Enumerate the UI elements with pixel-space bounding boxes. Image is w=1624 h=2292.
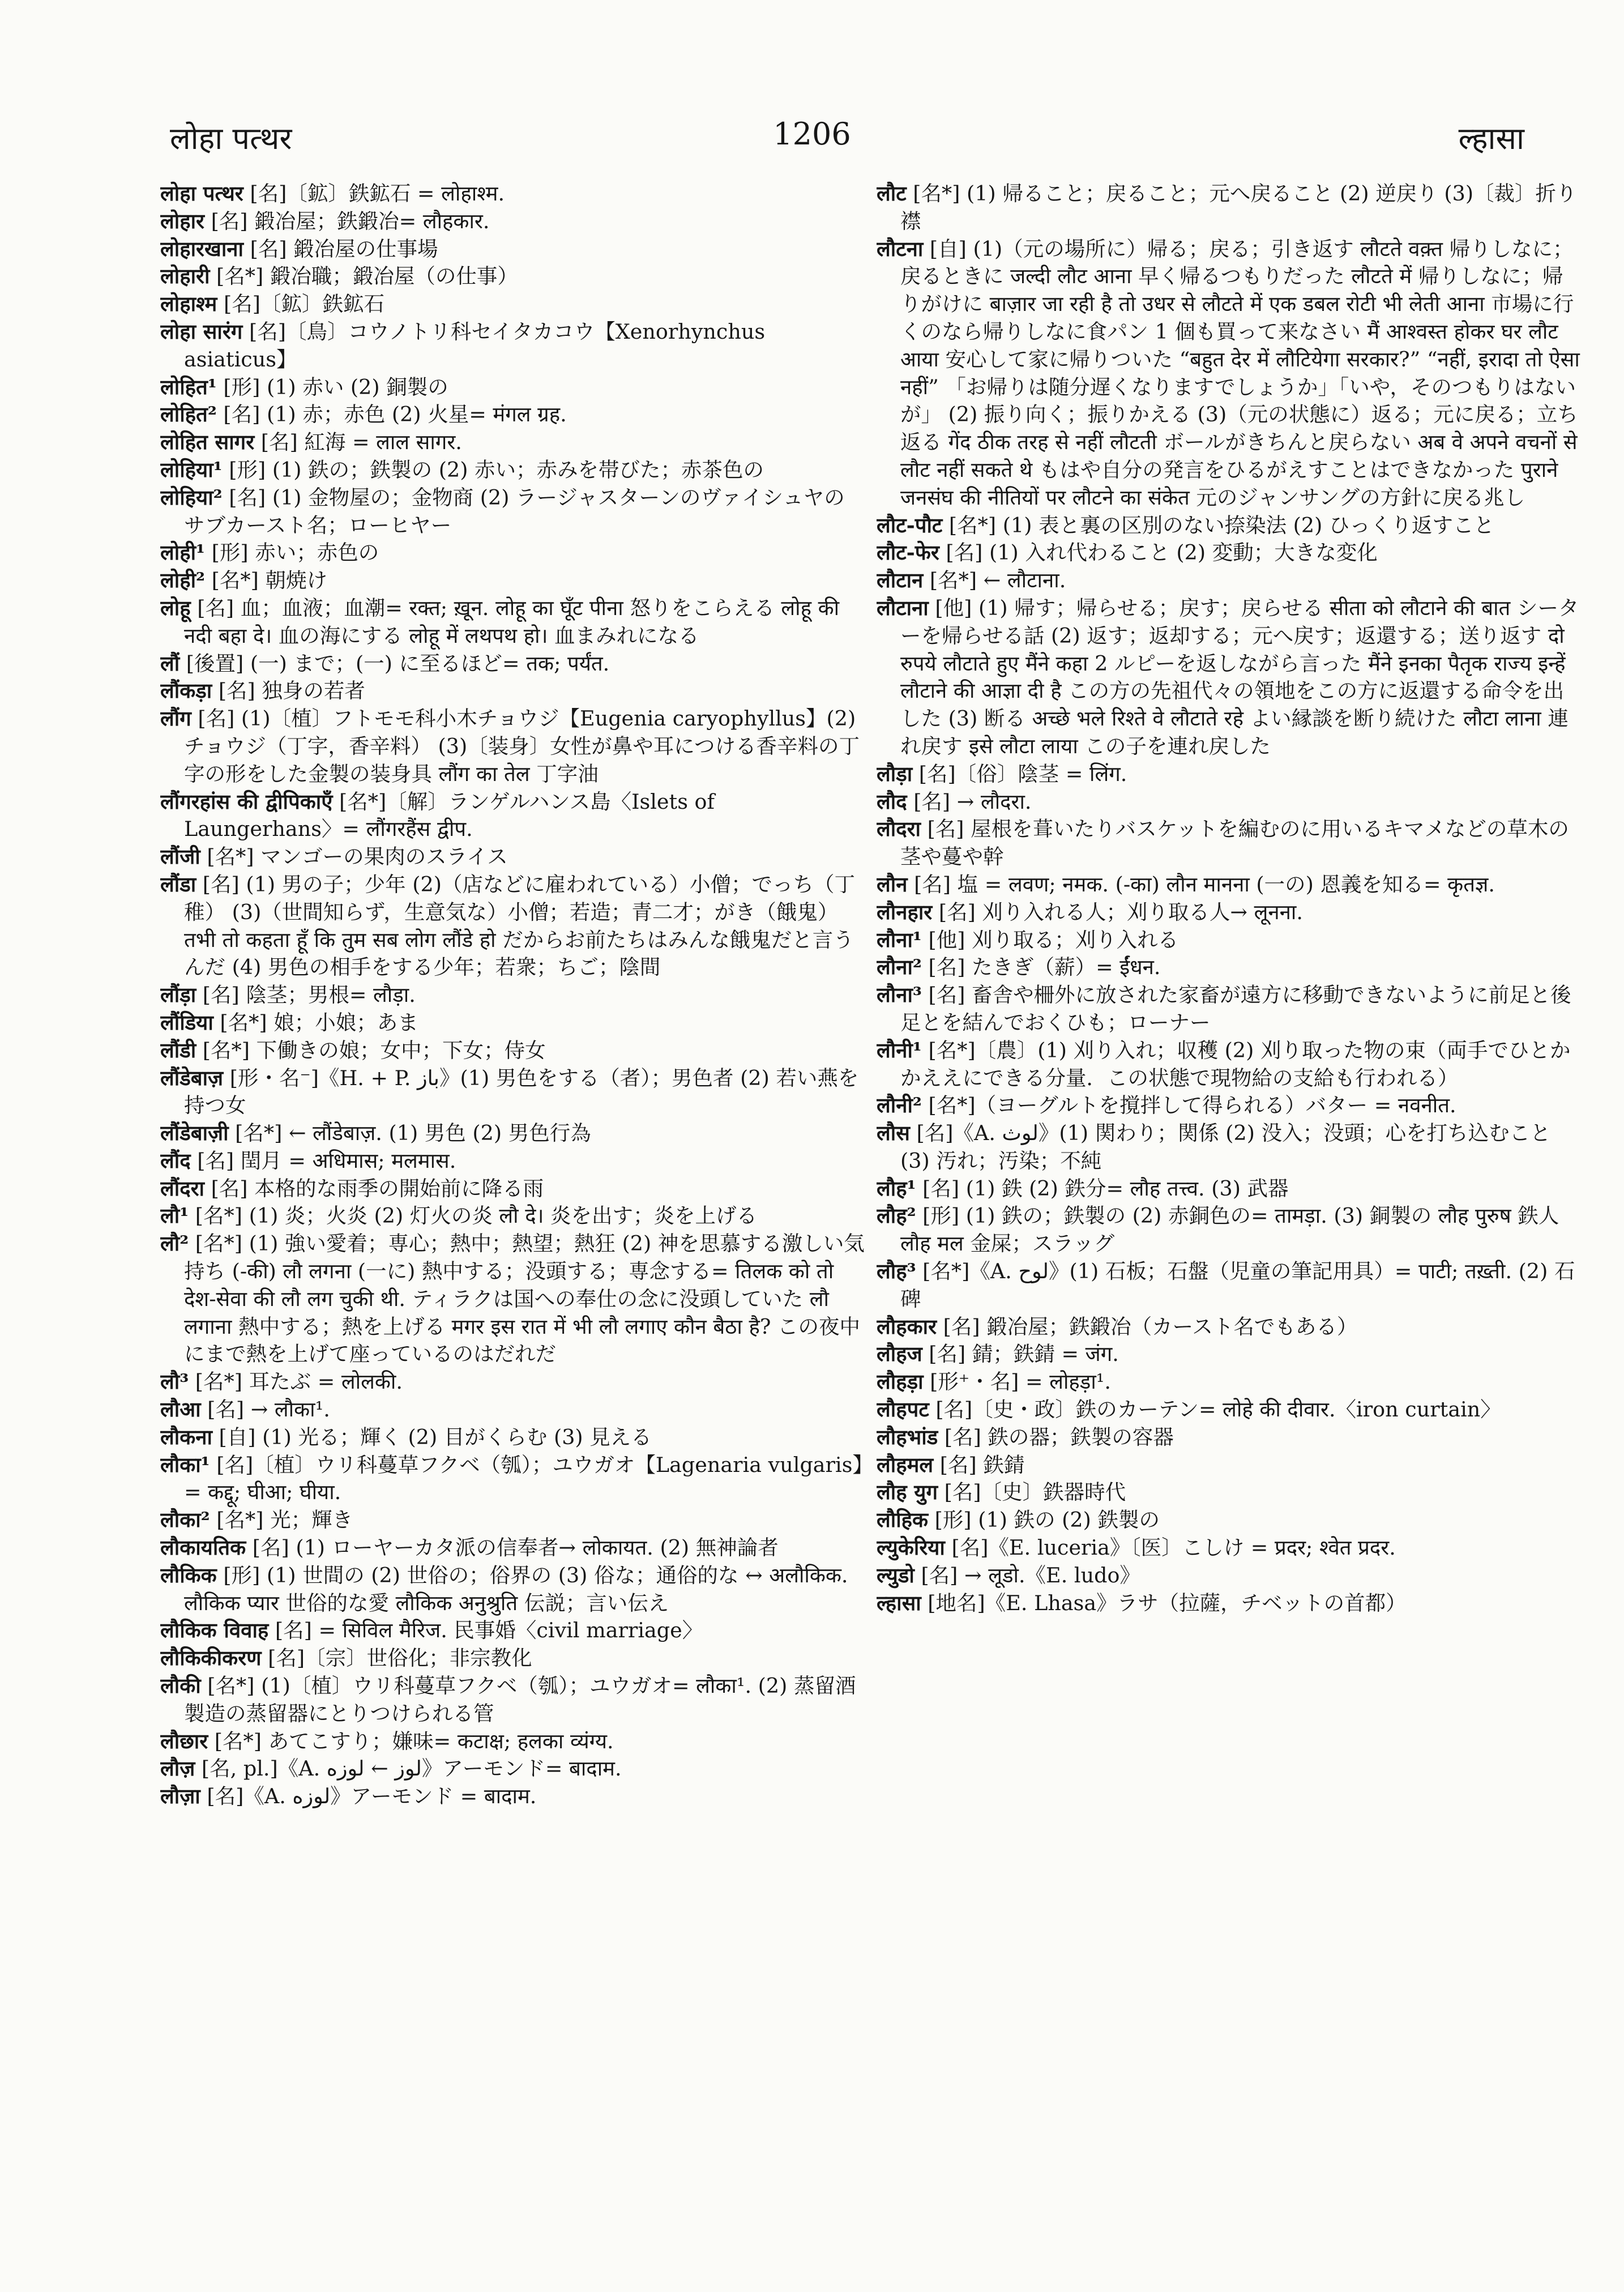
dictionary-entry	[877, 1175, 1582, 1203]
headword: लौटना	[877, 236, 924, 261]
dictionary-entry	[160, 1396, 865, 1424]
definition: [形] (1) 鉄の；鉄製の (2) 赤銅色の= तामड़ा. (3) 銅製の लौह पुरुष 鉄人 लौह मल 金屎；スラッグ	[900, 1203, 1559, 1256]
headword: लौन	[877, 872, 908, 897]
dictionary-entry	[160, 318, 865, 374]
dictionary-entry	[877, 927, 1582, 954]
dictionary-entry	[877, 1120, 1582, 1175]
dictionary-entry	[160, 1230, 865, 1368]
headword: लौहमल	[877, 1452, 934, 1477]
headword: लौंकड़ा	[160, 678, 212, 703]
definition: [他] 刈り取る；刈り入れる	[921, 927, 1179, 952]
definition: [名*]《A. لوح》(1) 石板；石盤（児童の筆記用具）= पाटी; तख़्ती. (2) 石碑	[900, 1259, 1575, 1311]
headword: लौंडिया	[160, 1010, 213, 1035]
headword: लोही²	[160, 568, 206, 593]
headword: लोहित²	[160, 402, 217, 427]
dictionary-entry	[877, 180, 1582, 236]
headword: लौकिक विवाह	[160, 1618, 269, 1643]
definition: [名*] 耳たぶ = लोलकी.	[189, 1369, 403, 1394]
definition: [名*] 娘；小娘；あま	[213, 1010, 418, 1035]
headword: लौंग	[160, 706, 191, 731]
headword: लौट-पौट	[877, 513, 943, 537]
dictionary-entry	[877, 1562, 1582, 1590]
headword: लोहा पत्थर	[160, 181, 243, 206]
definition: [名] 塩 = लवण; नमक. (-का) लौन मानना (一の) 恩義を知る= कृतज्ञ.	[907, 872, 1495, 897]
headword: लौं	[160, 651, 180, 676]
dictionary-entry	[160, 1755, 865, 1783]
definition: [名] (1) 金物屋の；金物商 (2) ラージャスターンのヴァイシュヤのサブカースト名；ローヒヤー	[184, 485, 845, 537]
definition: [後置] (一) まで；(一) に至るほど= तक; पर्यंत.	[180, 651, 610, 676]
definition: [地名]《E. Lhasa》ラサ（拉薩，チベットの首都）	[921, 1590, 1407, 1615]
definition: [名*] ← लौंडेबाज़. (1) 男色 (2) 男色行為	[228, 1121, 591, 1146]
headword: लोही¹	[160, 540, 206, 565]
definition: [名]《A. لوث》(1) 関わり；関係 (2) 没入；没頭；心を打ち込むこと (3) 汚れ；汚染；不純	[900, 1121, 1551, 1173]
definition: [名*] (1) 炎；火炎 (2) 灯火の炎 लौ दे। 炎を出す；炎を上げる	[189, 1203, 758, 1228]
dictionary-entry	[877, 788, 1582, 816]
dictionary-entry	[877, 512, 1582, 540]
dictionary-entry	[160, 1617, 865, 1645]
definition: [名] 陰茎；男根= लौड़ा.	[196, 983, 416, 1008]
dictionary-entry	[877, 1424, 1582, 1452]
definition: [名] 屋根を葺いたりバスケットを編むのに用いるキマメなどの草木の茎や蔓や幹	[900, 817, 1569, 869]
definition: [名*] (1)〔植〕ウリ科蔓草フクベ（瓠）；ユウガオ= लौका¹. (2) 蒸留酒製造の蒸留器にとりつけられる管	[184, 1674, 856, 1726]
dictionary-entry	[877, 1341, 1582, 1368]
definition: [名*] (1) 帰ること；戻ること；元へ戻ること (2) 逆戻り (3)〔裁〕折り襟	[900, 181, 1577, 233]
dictionary-entry	[877, 1479, 1582, 1506]
dictionary-entry	[160, 1534, 865, 1562]
definition: [他] (1) 帰す；帰らせる；戻す；戻らせる सीता को लौटाने की बात シーターを帰らせる話 (2) 返す；返却する；元へ戻す；返還する；送り返す दो रुपये लौटाते हुए मैंने कहा 2 ルピーを返しながら言った मैंने इनका पैतृक राज्य इन्हें लौटाने की आज्ञा दी है この方の先祖代々の領地をこの方に返還する命令を出した (3) 断る अच्छे भले रिश्ते वे लौटाते रहे よい縁談を断り続けた लौटा लाना 連れ戻す इसे लौटा लाया この子を連れ戻した	[900, 595, 1579, 758]
dictionary-entry	[160, 843, 865, 871]
headword: लौह²	[877, 1203, 916, 1228]
definition: [名*]〔解〕ランゲルハンス島〈Islets of Laungerhans〉= लौंगरहैंस द्वीप.	[184, 789, 715, 842]
definition: [名*] 鍛冶職；鍛冶屋（の仕事）	[210, 264, 518, 289]
headword: लौटान	[877, 568, 924, 593]
dictionary-entry	[160, 1368, 865, 1396]
headword: लौह³	[877, 1259, 916, 1284]
definition: [名*] 光；輝き	[210, 1508, 353, 1533]
dictionary-entry	[160, 1506, 865, 1534]
definition: [名]〔史〕鉄器時代	[938, 1480, 1126, 1505]
headword: लौंडेबाज़ी	[160, 1121, 229, 1146]
headword: लोहा सारंग	[160, 319, 243, 344]
headword: लौहपट	[877, 1397, 929, 1422]
headword: लौ¹	[160, 1203, 189, 1228]
dictionary-entry	[160, 1065, 865, 1120]
dictionary-entry	[160, 1037, 865, 1065]
dictionary-entry	[877, 761, 1582, 788]
headword: लौज़	[160, 1756, 195, 1781]
dictionary-entry	[160, 429, 865, 456]
dictionary-entry	[877, 1202, 1582, 1258]
definition: [名]《A. لوزه》アーモンド = बादाम.	[200, 1784, 537, 1809]
definition: [名*]（ヨーグルトを撹拌して得られる）バター = नवनीत.	[921, 1093, 1456, 1118]
headword: लौंगरहांस की द्वीपिकाएँ	[160, 789, 333, 814]
headword: लौह¹	[877, 1176, 916, 1201]
dictionary-entry	[877, 954, 1582, 981]
definition: [名] (1)〔植〕フトモモ科小木チョウジ【Eugenia caryophyllus】(2) チョウジ（丁字，香辛料） (3)〔装身〕女性が鼻や耳につける香辛料の丁字の形をした金製の装身具 लौंग का तेल 丁字油	[184, 706, 860, 786]
headword: लौना³	[877, 983, 922, 1008]
definition: [名*] 朝焼け	[205, 568, 327, 593]
dictionary-entry	[877, 1037, 1582, 1092]
definition: [名] → लूडो.《E. ludo》	[914, 1563, 1140, 1587]
dictionary-entry	[160, 374, 865, 402]
dictionary-entry	[877, 595, 1582, 761]
right-column	[877, 180, 1582, 2276]
definition: [名] 鍛冶屋；鉄鍛冶（カースト名でもある）	[937, 1314, 1358, 1339]
headword: लौट	[877, 181, 907, 206]
dictionary-entry	[160, 788, 865, 844]
definition: [名]〔鉱〕鉄鉱石 = लोहाश्म.	[243, 181, 505, 206]
definition: [名] たきぎ（薪）= ईंधन.	[921, 955, 1161, 980]
headword: लौंदरा	[160, 1176, 204, 1201]
definition: [名] 閏月 = अधिमास; मलमास.	[190, 1148, 456, 1173]
headword: लौंडा	[160, 872, 196, 897]
dictionary-entry	[160, 705, 865, 788]
dictionary-entry	[160, 1009, 865, 1037]
dictionary-entry	[877, 567, 1582, 595]
headword: लौंडेबाज़	[160, 1065, 224, 1090]
headword: लौहकार	[877, 1314, 937, 1339]
definition: [形] (1) 赤い (2) 銅製の	[216, 374, 448, 399]
headword: लौ³	[160, 1369, 189, 1394]
definition: [名] 鉄錆	[933, 1452, 1025, 1477]
dictionary-entry	[877, 899, 1582, 927]
headword: लौटाना	[877, 595, 929, 620]
headword: लौकी	[160, 1674, 201, 1698]
headword: लौह युग	[877, 1480, 938, 1505]
dictionary-entry	[160, 871, 865, 981]
dictionary-entry	[877, 539, 1582, 567]
dictionary-entry	[877, 1590, 1582, 1617]
headword: लौट-फेर	[877, 540, 939, 565]
definition: [名*] マンゴーの果肉のスライス	[200, 844, 508, 869]
dictionary-entry	[160, 1202, 865, 1230]
definition: [名*] ← लौटाना.	[923, 568, 1066, 593]
headword: लोहित¹	[160, 374, 217, 399]
definition: [形] (1) 世間の (2) 世俗の；俗界の (3) 俗な；通俗的な ↔ अलौकिक. लौकिक प्यार 世俗的な愛 लौकिक अनुश्रुति 伝説；言い伝え	[184, 1563, 848, 1615]
headword: लौका²	[160, 1508, 210, 1533]
definition: [名]〔鉱〕鉄鉱石	[217, 292, 384, 317]
headword: लोहू	[160, 595, 191, 620]
definition: [名] (1) 入れ代わること (2) 変動；大きな変化	[939, 540, 1378, 565]
dictionary-entry	[877, 871, 1582, 899]
dictionary-entry	[160, 1672, 865, 1728]
dictionary-entry	[160, 650, 865, 678]
definition: [名*] (1) 強い愛着；専心；熱中；熱望；熱狂 (2) 神を思慕する激しい気持ち (-की) लौ लगना (一に) 熱中する；没頭する；専念する= तिलक को तो देश-सेवा की लौ लग चुकी थी. ティラクは国への奉仕の念に没頭していた लौ लगाना 熱中する；熱を上げる मगर इस रात में भी लौ लगाए कौन बैठा है? この夜中にまで熱を上げて座っているのはだれだ	[184, 1231, 865, 1367]
definition: [名] (1) 男の子；少年 (2)（店などに雇われている）小僧；でっち（丁稚） (3)（世間知らず，生意気な）小僧；若造；青二才；がき（餓鬼） तभी तो कहता हूँ कि तुम सब लोग लौंडे हो だからお前たちはみんな餓鬼だと言うんだ (4) 男色の相手をする少年；若衆；ちご；陰間	[184, 872, 855, 980]
headword: लौज़ा	[160, 1784, 200, 1809]
definition: [名] → लौका¹.	[200, 1397, 330, 1422]
headword: ल्युकेरिया	[877, 1535, 945, 1560]
definition: [名, pl.]《A. لوز ← لوزه》アーモンド= बादाम.	[195, 1756, 622, 1781]
dictionary-entry	[160, 1645, 865, 1672]
headword: लौहिक	[877, 1508, 929, 1533]
definition: [名] 鍛冶屋；鉄鍛冶= लौहकार.	[204, 208, 490, 233]
dictionary-entry	[877, 1506, 1582, 1534]
dictionary-entry	[877, 1452, 1582, 1479]
dictionary-entry	[160, 567, 865, 595]
definition: [名]〔鳥〕コウノトリ科セイタカコウ【Xenorhynchus asiaticus】	[184, 319, 766, 372]
dictionary-entry	[160, 1562, 865, 1617]
definition: [形・名⁻]《H. + P. باز》(1) 男色をする（者）；男色者 (2) 若い燕を持つ女	[184, 1065, 859, 1118]
headword: ल्युडो	[877, 1563, 914, 1587]
headword: लौना²	[877, 955, 922, 980]
left-column	[160, 180, 865, 2276]
definition: [名]〔俗〕陰茎 = लिंग.	[912, 761, 1127, 786]
dictionary-entry	[160, 1120, 865, 1147]
definition: [名] 独身の若者	[212, 678, 365, 703]
headword: लोहारखाना	[160, 236, 243, 261]
dictionary-entry	[877, 1368, 1582, 1396]
definition: [名] (1) ローヤーカタ派の信奉者→ लोकायत. (2) 無神論者	[246, 1535, 779, 1560]
definition: [名] (1) 赤；赤色 (2) 火星= मंगल ग्रह.	[216, 402, 567, 427]
definition: [名*]〔農〕(1) 刈り入れ；収穫 (2) 刈り取った物の束（両手でひとかかええにできる分量．この状態で現物給の支給も行われる）	[900, 1038, 1571, 1090]
definition: [形⁺・名] = लोहड़ा¹.	[923, 1369, 1112, 1394]
dictionary-entry	[160, 1452, 865, 1507]
definition: [名]〔史・政〕鉄のカーテン= लोहे की दीवार.〈iron curtain〉	[929, 1397, 1501, 1422]
headword: लोहार	[160, 208, 204, 233]
headword: लौछार	[160, 1728, 208, 1753]
headword: लौका¹	[160, 1452, 210, 1477]
dictionary-entry	[877, 816, 1582, 871]
definition: [名] 紅海 = लाल सागर.	[254, 430, 462, 455]
definition: [名*] (1) 表と裏の区別のない捺染法 (2) ひっくり返すこと	[942, 513, 1494, 537]
definition: [名] 鍛冶屋の仕事場	[243, 236, 438, 261]
dictionary-entry	[160, 1147, 865, 1175]
definition: [名]《E. luceria》〔医〕こしけ = प्रदर; श्वेत प्रदर.	[945, 1535, 1396, 1560]
headword: लौहड़ा	[877, 1369, 924, 1394]
definition: [形] 赤い；赤色の	[205, 540, 379, 565]
headword: लौहभांड	[877, 1424, 938, 1449]
headword: लौड़ा	[877, 761, 913, 786]
headword: लौदरा	[877, 817, 921, 842]
headword: ल्हासा	[877, 1590, 921, 1615]
headword: लौहज	[877, 1342, 922, 1367]
headword: लोहाश्म	[160, 292, 217, 317]
running-head-right: ल्हासा	[1458, 121, 1524, 156]
dictionary-entry	[160, 595, 865, 650]
dictionary-entry	[160, 180, 865, 208]
dictionary-entry	[877, 981, 1582, 1037]
headword: लोहारी	[160, 264, 210, 289]
dictionary-entry	[160, 208, 865, 236]
definition: [名] 本格的な雨季の開始前に降る雨	[204, 1176, 544, 1201]
dictionary-entry	[877, 1396, 1582, 1424]
dictionary-entry	[877, 1534, 1582, 1562]
dictionary-entry	[160, 291, 865, 318]
headword: लौनहार	[877, 899, 933, 924]
dictionary-entry	[160, 484, 865, 540]
definition: [形] (1) 鉄の；鉄製の (2) 赤い；赤みを帯びた；赤茶色の	[222, 457, 764, 482]
headword: लौकना	[160, 1424, 212, 1449]
headword: लौंडी	[160, 1038, 196, 1062]
dictionary-entry	[160, 1175, 865, 1203]
headword: लौना¹	[877, 927, 922, 952]
headword: लौंजी	[160, 844, 200, 869]
headword: लोहिया²	[160, 485, 223, 510]
dictionary-entry	[877, 1258, 1582, 1313]
headword: लौकिकीकरण	[160, 1646, 262, 1671]
headword: लौनी¹	[877, 1038, 922, 1062]
running-head-left: लोहा पत्थर	[170, 121, 292, 156]
definition: [名]〔宗〕世俗化；非宗教化	[261, 1646, 532, 1671]
headword: लौद	[877, 789, 907, 814]
definition: [名] → लौदरा.	[907, 789, 1032, 814]
definition: [名*] 下働きの娘；女中；下女；侍女	[196, 1038, 546, 1062]
headword: लौआ	[160, 1397, 201, 1422]
headword: लोहित सागर	[160, 430, 255, 455]
dictionary-entry	[160, 1728, 865, 1756]
headword: लौस	[877, 1121, 910, 1146]
page-header	[0, 116, 1624, 170]
headword: लौंद	[160, 1148, 191, 1173]
dictionary-entry	[160, 981, 865, 1009]
definition: [名] 血；血液；血潮= रक्त; ख़ून. लोहू का घूँट पीना 怒りをこらえる लोहू की नदी बहा दे। 血の海にする लोहू में लथपथ हो। 血まみれになる	[184, 595, 840, 648]
dictionary-entry	[160, 236, 865, 263]
definition: [名] 刈り入れる人；刈り取る人→ लूनना.	[932, 899, 1303, 924]
definition: [名] 錆；鉄錆 = जंग.	[922, 1342, 1119, 1367]
dictionary-entry	[877, 1092, 1582, 1120]
dictionary-entry	[160, 1424, 865, 1452]
definition: [自] (1)（元の場所に）帰る；戻る；引き返す लौटते वक़्त 帰りしなに；戻るときに जल्दी लौट आना 早く帰るつもりだった लौटते में 帰りしなに；帰りがけに बाज़ार जा रही है तो उधर से लौटते में एक डबल रोटी भी लेती आना 市場に行くのなら帰りしなに食パン 1 個も買って来なさい मैं आश्वस्त होकर घर लौट आया 安心して家に帰りついた “बहुत देर में लौटियेगा सरकार?” “नहीं, इरादा तो ऐसा नहीं” 「お帰りは随分遅くなりますでしょうか」「いや，そのつもりはないが」 (2) 振り向く；振りかえる (3)（元の状態に）返る；元に戻る；立ち返る गेंद ठीक तरह से नहीं लौटती ボールがきちんと戻らない अब वे अपने वचनों से लौट नहीं सकते थे もはや自分の発言をひるがえすことはできなかった पुराने जनसंघ की नीतियों पर लौटने का संकेत 元のジャンサングの方針に戻る兆し	[900, 236, 1580, 510]
dictionary-entry	[160, 456, 865, 484]
definition: [名*] あてこすり；嫌味= कटाक्ष; हलका व्यंग्य.	[208, 1728, 614, 1753]
dictionary-entry	[877, 1313, 1582, 1341]
headword: लौ²	[160, 1231, 189, 1256]
headword: लौनी²	[877, 1093, 922, 1118]
dictionary-entry	[160, 539, 865, 567]
headword: लौकायतिक	[160, 1535, 246, 1560]
definition: [名] = सिविल मैरिज. 民事婚〈civil marriage〉	[268, 1618, 703, 1643]
dictionary-entry	[160, 401, 865, 429]
definition: [名] 畜舎や柵外に放された家畜が遠方に移動できないように前足と後足とを結んでおくひも；ローナー	[900, 983, 1571, 1035]
definition: [自] (1) 光る；輝く (2) 目がくらむ (3) 見える	[212, 1424, 652, 1449]
dictionary-entry	[160, 263, 865, 291]
dictionary-entry	[877, 236, 1582, 512]
definition: [名] 鉄の器；鉄製の容器	[938, 1424, 1174, 1449]
headword: लौंड़ा	[160, 983, 196, 1008]
definition: [形] (1) 鉄の (2) 鉄製の	[928, 1508, 1160, 1533]
definition: [名] (1) 鉄 (2) 鉄分= लौह तत्त्व. (3) 武器	[916, 1176, 1289, 1201]
definition: [名]〔植〕ウリ科蔓草フクベ（瓠）；ユウガオ【Lagenaria vulgaris】= कद्दू; घीआ; घीया.	[184, 1452, 863, 1505]
headword: लौकिक	[160, 1563, 217, 1587]
headword: लोहिया¹	[160, 457, 223, 482]
dictionary-entry	[160, 1783, 865, 1811]
page-number: 1206	[773, 116, 851, 152]
dictionary-entry	[160, 677, 865, 705]
